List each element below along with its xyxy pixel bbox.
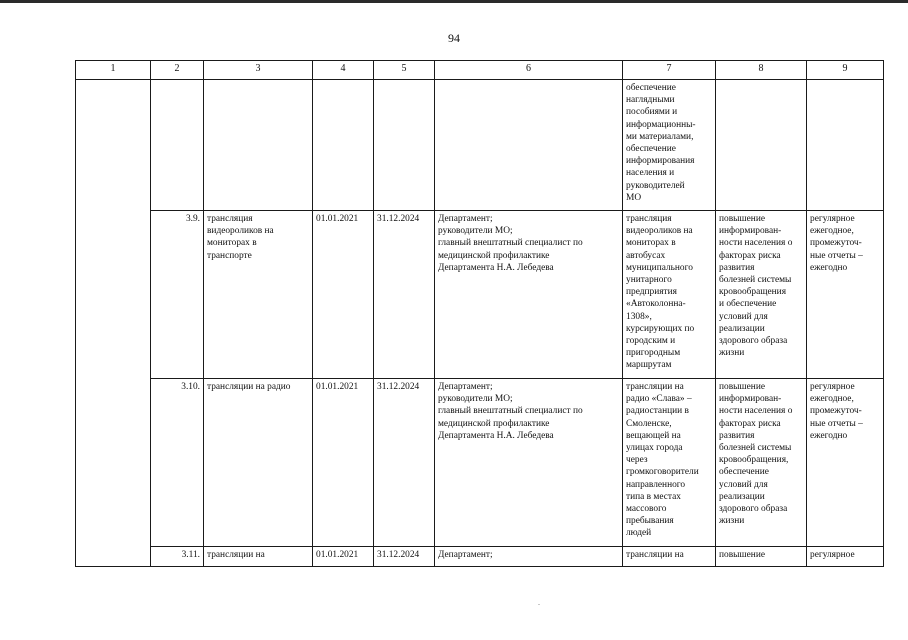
- scan-speck: [538, 604, 540, 605]
- start-date-cell: 01.01.2021: [313, 547, 374, 567]
- responsible-cell: Департамент;: [435, 547, 623, 567]
- section-cell: [76, 80, 151, 567]
- start-date-cell: 01.01.2021: [313, 379, 374, 547]
- reporting-cell: [807, 80, 884, 211]
- page-top-edge: [0, 0, 908, 3]
- plan-table: [75, 60, 884, 567]
- item-number-cell: 3.10.: [151, 379, 204, 547]
- column-header: 2: [151, 61, 204, 80]
- column-header: 3: [204, 61, 313, 80]
- table-row-3-10: [76, 379, 884, 547]
- result-cell: [716, 80, 807, 211]
- result-cell: повышение информирован- ности населения о факторах риска развития болезней системы кровообращения и обеспечение условий для реализации здорового образа жизни: [716, 211, 807, 379]
- column-header: 1: [76, 61, 151, 80]
- end-date-cell: 31.12.2024: [374, 211, 435, 379]
- table-row-3-9: [76, 211, 884, 379]
- reporting-cell: регулярное ежегодное, промежуточ- ные отчеты – ежегодно: [807, 211, 884, 379]
- responsible-cell: Департамент; руководители МО; главный внештатный специалист по медицинской профилактике Департамента Н.А. Лебедева: [435, 211, 623, 379]
- description-cell: трансляции на радио «Слава» – радиостанции в Смоленске, вещающей на улицах города через громкоговорители направленного типа в местах массового пребывания людей: [623, 379, 716, 547]
- item-number-cell: [151, 80, 204, 211]
- column-header-row: [76, 61, 884, 80]
- start-date-cell: [313, 80, 374, 211]
- description-cell: обеспечение наглядными пособиями и информационны- ми материалами, обеспечение информирования населения и руководителей МО: [623, 80, 716, 211]
- page-number: 94: [448, 31, 460, 45]
- end-date-cell: 31.12.2024: [374, 547, 435, 567]
- column-header: 8: [716, 61, 807, 80]
- activity-cell: трансляции на: [204, 547, 313, 567]
- result-cell: повышение информирован- ности населения о факторах риска развития болезней системы кровообращения, обеспечение условий для реализации здорового образа жизни: [716, 379, 807, 547]
- responsible-cell: [435, 80, 623, 211]
- item-number-cell: 3.11.: [151, 547, 204, 567]
- column-header: 6: [435, 61, 623, 80]
- table-row-continuation: [76, 80, 884, 211]
- column-header: 5: [374, 61, 435, 80]
- responsible-cell: Департамент; руководители МО; главный внештатный специалист по медицинской профилактике Департамента Н.А. Лебедева: [435, 379, 623, 547]
- column-header: 9: [807, 61, 884, 80]
- column-header: 4: [313, 61, 374, 80]
- reporting-cell: регулярное ежегодное, промежуточ- ные отчеты – ежегодно: [807, 379, 884, 547]
- result-cell: повышение: [716, 547, 807, 567]
- activity-cell: [204, 80, 313, 211]
- description-cell: трансляции на: [623, 547, 716, 567]
- column-header: 7: [623, 61, 716, 80]
- activity-cell: трансляция видеороликов на мониторах в транспорте: [204, 211, 313, 379]
- item-number-cell: 3.9.: [151, 211, 204, 379]
- end-date-cell: 31.12.2024: [374, 379, 435, 547]
- reporting-cell: регулярное: [807, 547, 884, 567]
- description-cell: трансляция видеороликов на мониторах в автобусах муниципального унитарного предприятия «Автоколонна- 1308», курсирующих по городским и пригородным маршрутам: [623, 211, 716, 379]
- end-date-cell: [374, 80, 435, 211]
- table-row-3-11: [76, 547, 884, 567]
- start-date-cell: 01.01.2021: [313, 211, 374, 379]
- activity-cell: трансляции на радио: [204, 379, 313, 547]
